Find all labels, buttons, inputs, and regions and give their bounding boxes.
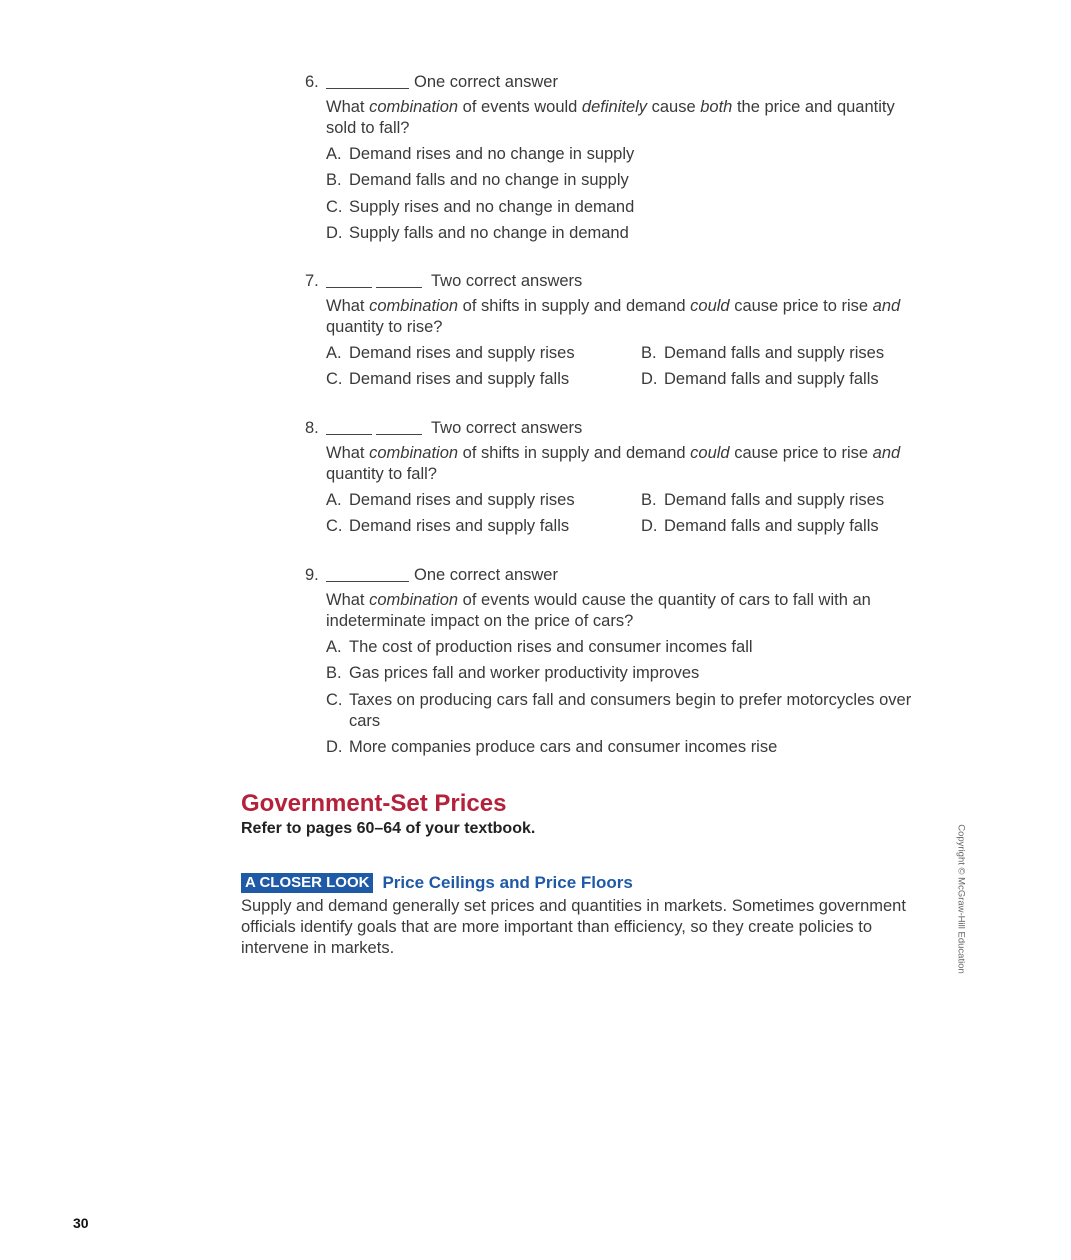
option-b: B. Demand falls and supply rises [641, 491, 885, 509]
question-stem: What combination of events would definitely cause both the price and quantity sold to fall? [326, 98, 895, 137]
question-7 [305, 269, 925, 393]
closer-look-badge: A CLOSER LOOK [241, 873, 373, 893]
question-stem: What combination of shifts in supply and demand could cause price to rise and quantity to rise? [326, 297, 901, 336]
answer-blank[interactable] [376, 416, 422, 435]
option-d: D. Demand falls and supply falls [641, 517, 879, 536]
question-8 [305, 416, 925, 540]
copyright-notice: Copyright © McGraw-Hill Education [955, 824, 967, 974]
option-a: A. The cost of production rises and consumer incomes fall [326, 638, 753, 656]
option-c: C. Demand rises and supply falls [326, 370, 570, 389]
closer-look-heading [241, 873, 633, 893]
question-number: 8. [305, 419, 319, 437]
answer-blank[interactable] [376, 269, 422, 288]
answer-count-label: Two correct answers [431, 272, 583, 290]
section-title: Government-Set Prices [241, 790, 507, 817]
answer-count-label: Two correct answers [431, 419, 583, 437]
question-number: 6. [305, 73, 319, 91]
answer-count-label: One correct answer [414, 73, 558, 91]
section-subtitle: Refer to pages 60–64 of your textbook. [241, 820, 536, 837]
option-a: A. Demand rises and supply rises [326, 344, 575, 362]
answer-count-label: One correct answer [414, 566, 558, 584]
option-b: B. Demand falls and no change in supply [326, 171, 629, 190]
option-b: B. Gas prices fall and worker productivity improves [326, 664, 700, 683]
question-stem: What combination of shifts in supply and demand could cause price to rise and quantity to fall? [326, 444, 901, 483]
option-c: C. Demand rises and supply falls [326, 517, 570, 536]
closer-look-title: Price Ceilings and Price Floors [382, 873, 633, 892]
answer-blank[interactable] [326, 70, 409, 89]
page-number: 30 [73, 1215, 89, 1231]
option-d: D. Supply falls and no change in demand [326, 224, 629, 243]
option-d: D. Demand falls and supply falls [641, 370, 879, 389]
option-c: C. Supply rises and no change in demand [326, 197, 635, 216]
answer-blank[interactable] [326, 269, 372, 288]
question-number: 7. [305, 272, 319, 290]
answer-blank[interactable] [326, 416, 372, 435]
option-c: C. Taxes on producing cars fall and consumers begin to prefer motorcycles over cars [326, 690, 912, 730]
question-stem: What combination of events would cause the quantity of cars to fall with an indeterminate impact on the price of cars? [326, 591, 871, 630]
option-b: B. Demand falls and supply rises [641, 344, 885, 362]
question-9 [305, 563, 925, 760]
question-number: 9. [305, 566, 319, 584]
option-d: D. More companies produce cars and consumer incomes rise [326, 737, 778, 756]
question-6 [305, 70, 925, 247]
body-paragraph: Supply and demand generally set prices and quantities in markets. Sometimes government officials identify goals that are more important than efficiency, so they create policies to intervene in markets. [241, 897, 906, 957]
answer-blank[interactable] [326, 563, 409, 582]
option-a: A. Demand rises and supply rises [326, 491, 575, 509]
option-a: A. Demand rises and no change in supply [326, 145, 635, 163]
